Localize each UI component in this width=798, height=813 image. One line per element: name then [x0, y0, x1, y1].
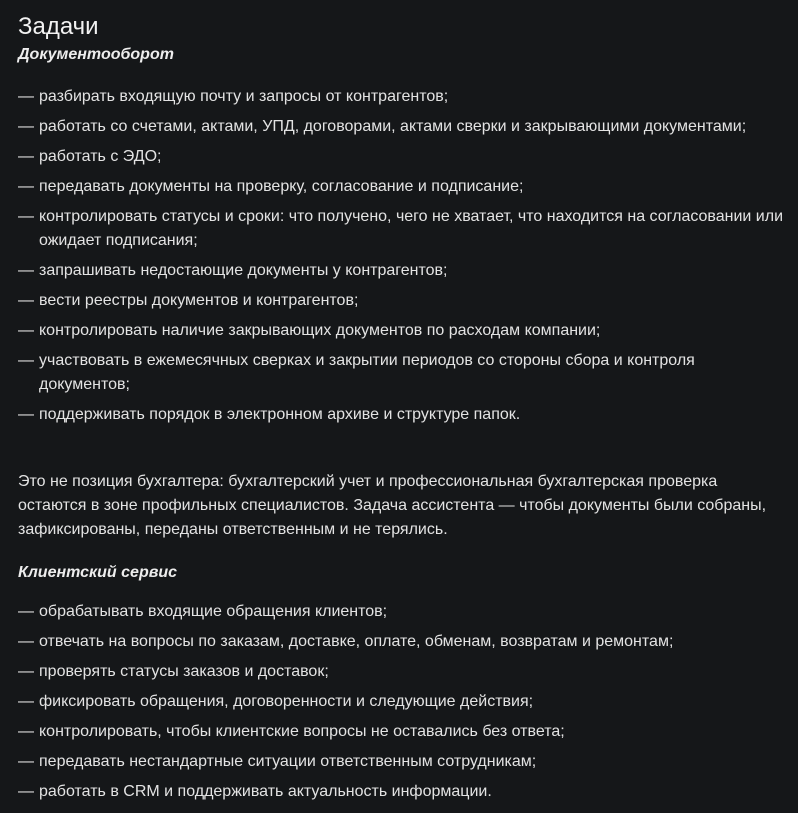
bullet-dash: —: [18, 753, 34, 770]
list-item: [18, 750, 788, 774]
bullet-dash: —: [18, 292, 34, 309]
list-item: [18, 145, 788, 169]
list-item-text: передавать нестандартные ситуации ответственным сотрудникам;: [39, 753, 537, 770]
list-item-text: передавать документы на проверку, согласование и подписание;: [39, 178, 524, 195]
document-flow-task-list: [18, 85, 788, 433]
list-item-text: обрабатывать входящие обращения клиентов;: [39, 603, 388, 620]
client-service-task-list: [18, 600, 788, 810]
list-item: [18, 319, 788, 343]
list-item: [18, 403, 788, 427]
list-item-text: работать со счетами, актами, УПД, договорами, актами сверки и закрывающими документами;: [39, 118, 747, 135]
list-item-text: контролировать, чтобы клиентские вопросы не оставались без ответа;: [39, 723, 565, 740]
list-item-text: отвечать на вопросы по заказам, доставке, оплате, обменам, возвратам и ремонтам;: [39, 633, 674, 650]
list-item-text: проверять статусы заказов и доставок;: [39, 663, 329, 680]
bullet-dash: —: [18, 783, 34, 800]
section-heading-document-flow: Документооборот: [18, 46, 174, 63]
list-item-text: контролировать статусы и сроки: что получено, чего не хватает, что находится на согласовании или ожидает подписания;: [39, 208, 784, 249]
bullet-dash: —: [18, 322, 34, 339]
list-item-text: поддерживать порядок в электронном архиве и структуре папок.: [39, 406, 521, 423]
list-item: [18, 175, 788, 199]
bullet-dash: —: [18, 633, 34, 650]
bullet-dash: —: [18, 723, 34, 740]
bullet-dash: —: [18, 693, 34, 710]
bullet-dash: —: [18, 88, 34, 105]
list-item-text: запрашивать недостающие документы у контрагентов;: [39, 262, 448, 279]
bullet-dash: —: [18, 663, 34, 680]
list-item: [18, 115, 788, 139]
bullet-dash: —: [18, 262, 34, 279]
bullet-dash: —: [18, 178, 34, 195]
list-item: [18, 205, 788, 253]
list-item-text: разбирать входящую почту и запросы от контрагентов;: [39, 88, 449, 105]
list-item-text: работать с ЭДО;: [39, 148, 162, 165]
list-item-text: контролировать наличие закрывающих документов по расходам компании;: [39, 322, 601, 339]
list-item: [18, 720, 788, 744]
list-item-text: участвовать в ежемесячных сверках и закрытии периодов со стороны сбора и контроля документов;: [39, 352, 695, 393]
bullet-dash: —: [18, 148, 34, 165]
list-item: [18, 600, 788, 624]
bullet-dash: —: [18, 603, 34, 620]
list-item: [18, 85, 788, 109]
bullet-dash: —: [18, 118, 34, 135]
list-item-text: работать в CRM и поддерживать актуальность информации.: [39, 783, 492, 800]
role-clarification-paragraph: Это не позиция бухгалтера: бухгалтерский учет и профессиональная бухгалтерская проверка остаются в зоне профильных специалистов. Задача ассистента — чтобы документы были собраны, зафиксированы, переданы ответственным и не терялись.: [18, 473, 767, 538]
list-item: [18, 289, 788, 313]
bullet-dash: —: [18, 208, 34, 225]
list-item: [18, 630, 788, 654]
list-item: [18, 349, 788, 397]
list-item-text: вести реестры документов и контрагентов;: [39, 292, 359, 309]
list-item-text: фиксировать обращения, договоренности и следующие действия;: [39, 693, 534, 710]
list-item: [18, 780, 788, 804]
bullet-dash: —: [18, 352, 34, 369]
bullet-dash: —: [18, 406, 34, 423]
page-title: Задачи: [18, 13, 99, 40]
list-item: [18, 259, 788, 283]
section-heading-client-service: Клиентский сервис: [18, 564, 178, 581]
list-item: [18, 660, 788, 684]
list-item: [18, 690, 788, 714]
